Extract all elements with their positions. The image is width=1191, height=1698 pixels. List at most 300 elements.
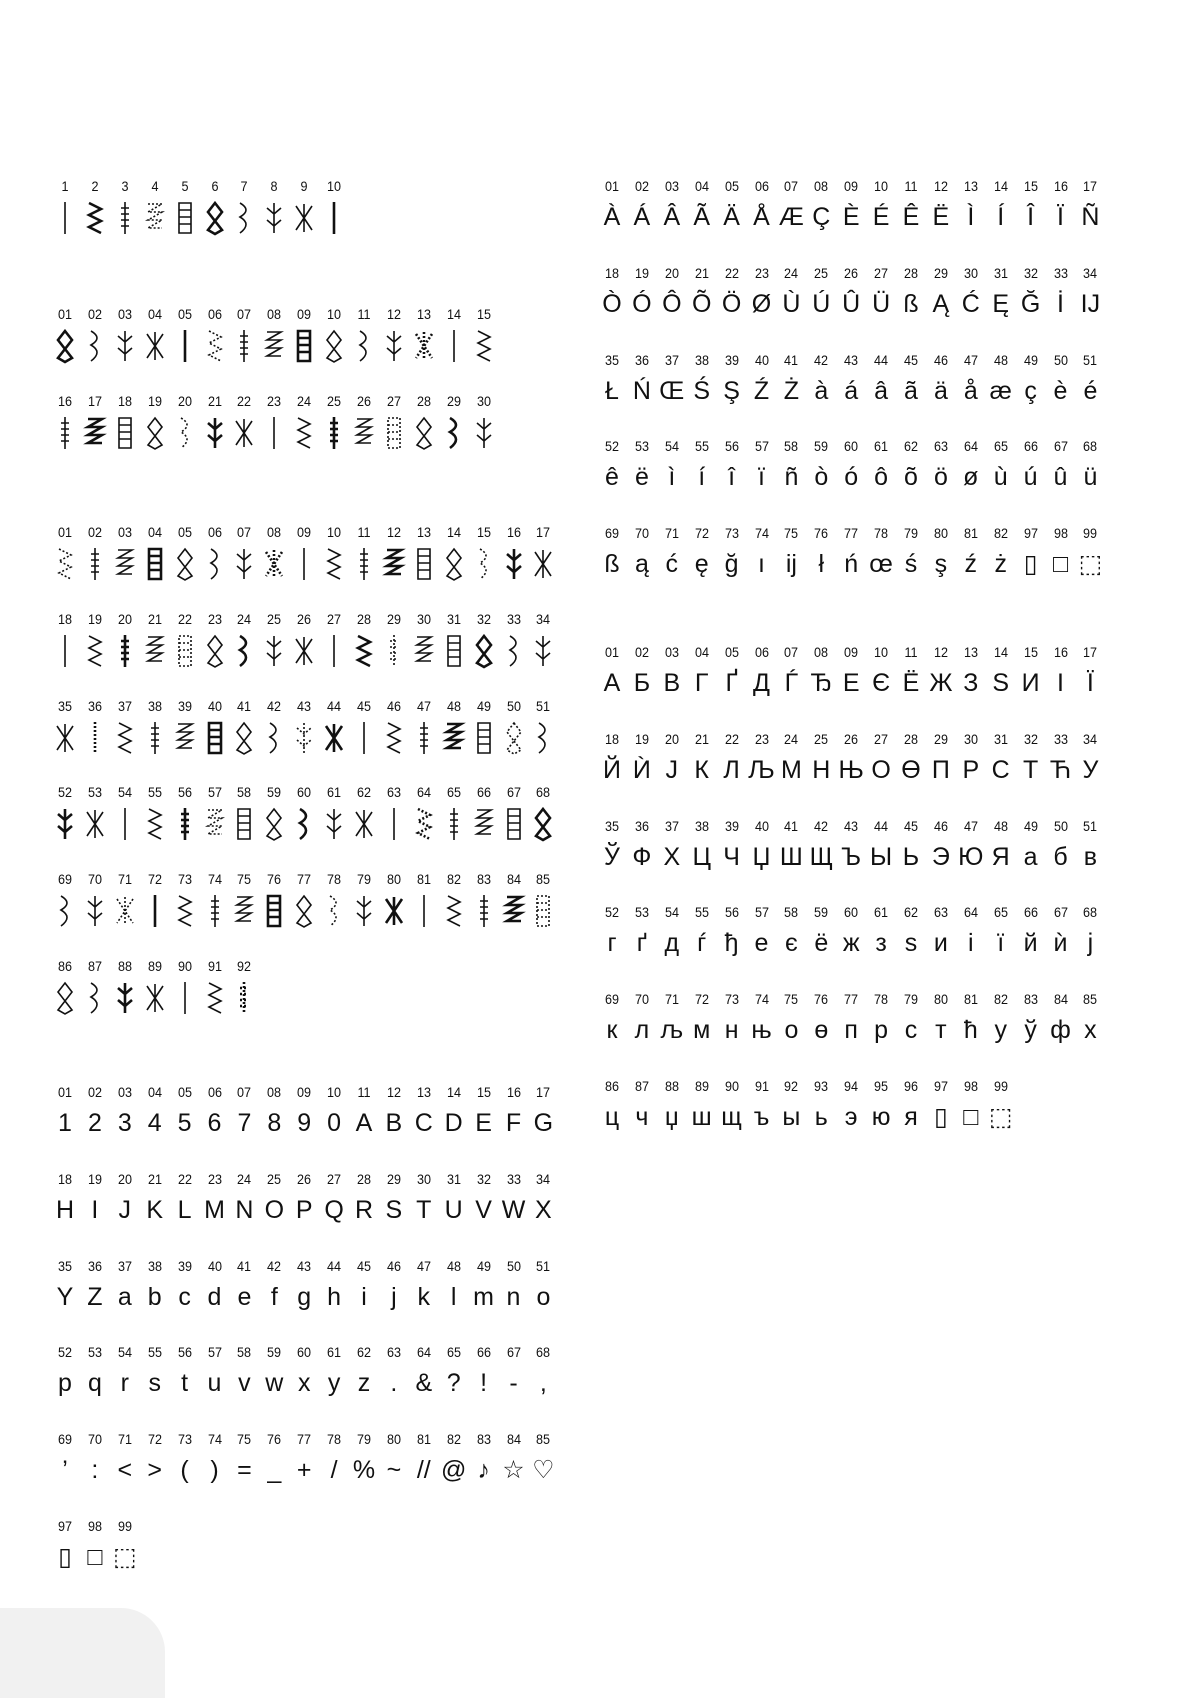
pattern-cell bbox=[1075, 731, 1105, 785]
pattern-number: 38 bbox=[694, 351, 709, 368]
character-glyph: IJ bbox=[1080, 289, 1101, 318]
pattern-number: 25 bbox=[327, 392, 342, 409]
pattern-cell bbox=[747, 644, 777, 698]
pattern-cell bbox=[319, 178, 349, 236]
stitch-pattern-icon bbox=[322, 893, 346, 929]
stitch-pattern-icon bbox=[143, 328, 167, 364]
pattern-cell bbox=[110, 1084, 140, 1138]
pattern-cell bbox=[200, 1084, 230, 1138]
character-glyph: - bbox=[509, 1369, 518, 1398]
character-glyph: Ц bbox=[692, 842, 711, 871]
pattern-cell bbox=[776, 265, 806, 319]
stitch-pattern-icon bbox=[412, 415, 436, 451]
character-glyph: ђ bbox=[724, 929, 739, 958]
pattern-cell bbox=[1046, 818, 1076, 872]
pattern-number: 01 bbox=[604, 644, 620, 660]
pattern-cell bbox=[319, 1431, 349, 1485]
pattern-cell bbox=[597, 178, 627, 232]
pattern-number: 39 bbox=[724, 351, 739, 368]
pattern-number: 40 bbox=[207, 697, 222, 714]
character-glyph: 9 bbox=[297, 1109, 312, 1137]
pattern-cell bbox=[956, 904, 986, 958]
character-glyph: ~ bbox=[386, 1456, 402, 1485]
pattern-cell bbox=[170, 524, 200, 582]
character-glyph: î bbox=[728, 463, 736, 492]
pattern-number: 24 bbox=[237, 610, 252, 627]
pattern-number: 42 bbox=[814, 351, 829, 368]
pattern-number: 63 bbox=[386, 1344, 401, 1361]
pattern-cell bbox=[229, 958, 259, 1016]
character-glyph: a bbox=[117, 1282, 132, 1311]
pattern-cell bbox=[687, 438, 717, 492]
pattern-number: 76 bbox=[267, 871, 282, 888]
character-glyph: Р bbox=[962, 755, 980, 784]
character-glyph: B bbox=[385, 1109, 403, 1137]
pattern-number: 49 bbox=[1023, 351, 1038, 368]
character-glyph: с bbox=[904, 1016, 918, 1045]
character-glyph: а bbox=[1023, 842, 1038, 871]
pattern-number: 47 bbox=[963, 351, 978, 368]
pattern-cell bbox=[200, 698, 230, 756]
pattern-number: 53 bbox=[634, 904, 649, 921]
character-glyph: т bbox=[935, 1016, 947, 1045]
pattern-number: 23 bbox=[207, 1170, 222, 1187]
pattern-number: 96 bbox=[903, 1077, 919, 1094]
stitch-pattern-icon bbox=[262, 328, 286, 364]
character-glyph: С bbox=[991, 755, 1010, 784]
character-glyph: D bbox=[444, 1109, 463, 1137]
stitch-pattern-icon bbox=[143, 893, 167, 929]
pattern-number: 68 bbox=[536, 784, 551, 801]
pattern-number: 62 bbox=[903, 438, 919, 455]
pattern-number: 17 bbox=[1083, 644, 1098, 660]
stitch-pattern-icon bbox=[502, 633, 526, 669]
pattern-cell bbox=[289, 1344, 319, 1398]
pattern-cell bbox=[866, 818, 896, 872]
character-glyph: ј bbox=[1087, 929, 1094, 958]
pattern-number: 61 bbox=[327, 1344, 342, 1361]
pattern-number: 64 bbox=[963, 438, 978, 455]
character-glyph: ї bbox=[997, 929, 1005, 958]
stitch-pattern-icon bbox=[322, 720, 346, 756]
pattern-number: 55 bbox=[147, 1344, 162, 1361]
pattern-cell bbox=[687, 1078, 717, 1132]
character-glyph: Ю bbox=[958, 842, 984, 871]
stitch-pattern-icon bbox=[412, 893, 436, 929]
character-glyph: ß bbox=[903, 289, 919, 318]
pattern-number: 98 bbox=[1053, 525, 1068, 542]
pattern-number: 10 bbox=[327, 524, 342, 540]
pattern-cell bbox=[1075, 438, 1105, 492]
pattern-cell bbox=[289, 871, 319, 929]
character-glyph: I bbox=[91, 1195, 99, 1224]
pattern-number: 67 bbox=[506, 784, 521, 801]
stitch-pattern-icon bbox=[203, 980, 227, 1016]
character-glyph: P bbox=[295, 1195, 313, 1224]
pattern-number: 30 bbox=[476, 392, 491, 409]
pattern-number: 23 bbox=[207, 610, 222, 627]
pattern-cell bbox=[170, 1344, 200, 1398]
pattern-cell bbox=[170, 178, 200, 236]
pattern-cell bbox=[687, 991, 717, 1045]
pattern-number: 27 bbox=[327, 1170, 342, 1187]
pattern-number: 08 bbox=[267, 1084, 282, 1100]
pattern-cell bbox=[806, 265, 836, 319]
stitch-pattern-icon bbox=[173, 546, 197, 582]
character-glyph: Ь bbox=[902, 842, 920, 871]
stitch-pattern-icon bbox=[262, 415, 286, 451]
pattern-number: 25 bbox=[814, 730, 829, 747]
stitch-pattern-icon bbox=[352, 893, 376, 929]
pattern-cell bbox=[439, 611, 469, 669]
pattern-number: 70 bbox=[87, 871, 102, 888]
pattern-number: 03 bbox=[117, 524, 132, 540]
pattern-cell bbox=[1016, 265, 1046, 319]
pattern-number: 34 bbox=[536, 1170, 551, 1187]
pattern-cell bbox=[717, 644, 747, 698]
pattern-number: 62 bbox=[356, 1344, 372, 1361]
pattern-number: 85 bbox=[536, 1431, 551, 1448]
pattern-cell bbox=[627, 731, 657, 785]
pattern-number: 48 bbox=[446, 1257, 461, 1274]
pattern-number: 65 bbox=[446, 1344, 461, 1361]
pattern-cell bbox=[657, 352, 687, 406]
pattern-number: 69 bbox=[57, 1431, 73, 1448]
pattern-number: 06 bbox=[754, 178, 769, 194]
pattern-number: 26 bbox=[356, 392, 372, 409]
pattern-cell bbox=[1016, 904, 1046, 958]
pattern-cell bbox=[229, 611, 259, 669]
pattern-number: 26 bbox=[844, 730, 859, 747]
character-glyph: Ѝ bbox=[632, 755, 651, 784]
character-glyph: р bbox=[874, 1016, 889, 1045]
character-glyph: п bbox=[844, 1016, 858, 1045]
pattern-number: 60 bbox=[297, 1344, 312, 1361]
pattern-number: 09 bbox=[297, 524, 312, 540]
pattern-cell bbox=[499, 1431, 529, 1485]
pattern-cell bbox=[717, 352, 747, 406]
stitch-pattern-icon bbox=[232, 633, 256, 669]
character-glyph: k bbox=[417, 1282, 431, 1311]
pattern-number: 81 bbox=[416, 1431, 431, 1448]
pattern-number: 99 bbox=[993, 1077, 1008, 1094]
pattern-number: 94 bbox=[844, 1077, 859, 1094]
pattern-cell bbox=[986, 178, 1016, 232]
pattern-number: 68 bbox=[1083, 904, 1098, 921]
pattern-cell bbox=[776, 644, 806, 698]
pattern-number: 33 bbox=[1053, 730, 1068, 747]
pattern-cell bbox=[349, 1344, 379, 1398]
stitch-pattern-icon bbox=[292, 806, 316, 842]
pattern-number: 41 bbox=[237, 697, 252, 714]
character-glyph: І bbox=[1057, 669, 1064, 697]
pattern-cell bbox=[80, 1344, 110, 1398]
character-glyph: & bbox=[415, 1369, 433, 1398]
pattern-number: 42 bbox=[267, 1257, 282, 1274]
pattern-cell bbox=[140, 958, 170, 1016]
character-glyph: ò bbox=[814, 463, 829, 492]
character-glyph: Y bbox=[56, 1282, 74, 1311]
pattern-number: 82 bbox=[993, 991, 1008, 1008]
pattern-cell bbox=[50, 393, 80, 451]
character-glyph: ⬚ bbox=[988, 1102, 1013, 1131]
pattern-cell bbox=[956, 525, 986, 579]
pattern-number: 04 bbox=[694, 644, 709, 660]
character-glyph: f bbox=[270, 1282, 278, 1311]
pattern-cell bbox=[50, 524, 80, 582]
pattern-cell bbox=[289, 524, 319, 582]
pattern-number: 77 bbox=[844, 991, 859, 1008]
pattern-number: 45 bbox=[356, 697, 372, 714]
pattern-number: 41 bbox=[784, 351, 799, 368]
stitch-pattern-icon bbox=[352, 720, 376, 756]
character-glyph: Ш bbox=[779, 842, 803, 871]
pattern-cell bbox=[80, 1431, 110, 1485]
character-glyph: + bbox=[296, 1456, 312, 1485]
pattern-cell bbox=[986, 818, 1016, 872]
pattern-cell bbox=[289, 306, 319, 364]
pattern-number: 35 bbox=[604, 817, 620, 834]
pattern-number: 21 bbox=[147, 1170, 162, 1187]
pattern-number: 53 bbox=[87, 1344, 102, 1361]
stitch-pattern-icon bbox=[203, 893, 227, 929]
pattern-number: 61 bbox=[874, 438, 889, 455]
pattern-cell bbox=[319, 1258, 349, 1312]
pattern-cell bbox=[1046, 731, 1076, 785]
pattern-number: 85 bbox=[536, 871, 551, 888]
pattern-number: 6 bbox=[210, 178, 219, 194]
pattern-number: 79 bbox=[356, 1431, 372, 1448]
character-glyph: R bbox=[354, 1195, 374, 1224]
pattern-cell bbox=[866, 644, 896, 698]
pattern-number: 05 bbox=[177, 1084, 192, 1100]
pattern-cell bbox=[319, 306, 349, 364]
pattern-number: 20 bbox=[117, 610, 132, 627]
pattern-cell bbox=[926, 1078, 956, 1132]
pattern-number: 70 bbox=[634, 991, 649, 1008]
stitch-pattern-icon bbox=[143, 415, 167, 451]
pattern-number: 87 bbox=[634, 1077, 649, 1094]
stitch-pattern-icon bbox=[83, 806, 107, 842]
pattern-number: 71 bbox=[117, 871, 132, 888]
stitch-pattern-icon bbox=[502, 893, 526, 929]
stitch-pattern-icon bbox=[113, 200, 137, 236]
pattern-number: 20 bbox=[664, 264, 679, 281]
stitch-pattern-icon bbox=[83, 415, 107, 451]
pattern-cell bbox=[110, 871, 140, 929]
character-row bbox=[597, 352, 1117, 439]
pattern-number: 41 bbox=[237, 1257, 252, 1274]
character-glyph: х bbox=[1084, 1016, 1097, 1045]
character-glyph: Ө bbox=[901, 755, 921, 784]
character-glyph: Њ bbox=[838, 755, 864, 784]
character-glyph: Е bbox=[842, 669, 860, 697]
pattern-cell bbox=[687, 265, 717, 319]
pattern-number: 78 bbox=[327, 871, 342, 888]
pattern-cell bbox=[469, 1344, 499, 1398]
pattern-cell bbox=[229, 178, 259, 236]
pattern-number: 02 bbox=[634, 644, 649, 660]
character-glyph: ф bbox=[1050, 1016, 1071, 1045]
pattern-cell bbox=[319, 611, 349, 669]
pattern-number: 15 bbox=[476, 524, 491, 540]
character-glyph: ’ bbox=[62, 1456, 68, 1485]
pattern-cell bbox=[926, 178, 956, 232]
pattern-number: 29 bbox=[446, 392, 461, 409]
pattern-number: 42 bbox=[814, 817, 829, 834]
pattern-cell bbox=[806, 178, 836, 232]
pattern-number: 69 bbox=[604, 991, 620, 1008]
pattern-cell bbox=[896, 265, 926, 319]
stitch-pattern-icon bbox=[173, 893, 197, 929]
pattern-cell bbox=[170, 1431, 200, 1485]
pattern-cell bbox=[717, 438, 747, 492]
pattern-number: 83 bbox=[1023, 991, 1038, 1008]
pattern-number: 68 bbox=[1083, 438, 1098, 455]
pattern-number: 48 bbox=[446, 697, 461, 714]
character-glyph: ç bbox=[1024, 376, 1037, 405]
stitch-pattern-icon bbox=[292, 720, 316, 756]
pattern-number: 63 bbox=[933, 904, 948, 921]
pattern-cell bbox=[289, 178, 319, 236]
stitch-pattern-icon bbox=[322, 806, 346, 842]
pattern-cell bbox=[866, 1078, 896, 1132]
pattern-number: 26 bbox=[844, 264, 859, 281]
pattern-cell bbox=[80, 958, 110, 1016]
pattern-number: 44 bbox=[874, 351, 889, 368]
character-glyph: Л bbox=[723, 755, 740, 784]
pattern-number: 55 bbox=[694, 438, 709, 455]
pattern-cell bbox=[110, 1518, 140, 1572]
pattern-cell bbox=[499, 1344, 529, 1398]
pattern-number: 99 bbox=[1083, 525, 1098, 542]
pattern-cell bbox=[499, 1171, 529, 1225]
pattern-cell bbox=[627, 438, 657, 492]
pattern-cell bbox=[50, 1258, 80, 1312]
pattern-cell bbox=[439, 784, 469, 842]
pattern-cell bbox=[259, 871, 289, 929]
stitch-pattern-icon bbox=[83, 980, 107, 1016]
character-glyph: ѝ bbox=[1053, 929, 1068, 958]
stitch-pattern-icon bbox=[113, 546, 137, 582]
character-glyph: ę bbox=[694, 550, 709, 579]
pattern-number: 33 bbox=[506, 1170, 521, 1187]
pattern-cell bbox=[776, 731, 806, 785]
pattern-number: 38 bbox=[147, 697, 162, 714]
pattern-number: 66 bbox=[1023, 904, 1038, 921]
pattern-cell bbox=[896, 1078, 926, 1132]
character-glyph: Ù bbox=[782, 289, 801, 318]
pattern-number: 50 bbox=[506, 1257, 521, 1274]
pattern-cell bbox=[657, 904, 687, 958]
pattern-number: 71 bbox=[117, 1431, 132, 1448]
character-glyph: ã bbox=[904, 376, 918, 405]
pattern-number: 20 bbox=[177, 392, 192, 409]
pattern-cell bbox=[409, 1431, 439, 1485]
character-glyph: Н bbox=[812, 755, 831, 784]
pattern-number: 76 bbox=[814, 525, 829, 542]
character-glyph: J bbox=[118, 1195, 132, 1224]
pattern-cell bbox=[528, 698, 558, 756]
stitch-pattern-icon bbox=[203, 720, 227, 756]
character-glyph: ć bbox=[665, 550, 679, 579]
pattern-number: 53 bbox=[634, 438, 649, 455]
character-glyph: > bbox=[147, 1456, 162, 1485]
pattern-number: 46 bbox=[386, 1257, 401, 1274]
character-glyph: ш bbox=[691, 1102, 712, 1131]
pattern-cell bbox=[776, 178, 806, 232]
pattern-cell bbox=[806, 991, 836, 1045]
pattern-cell bbox=[110, 1431, 140, 1485]
pattern-cell bbox=[80, 1171, 110, 1225]
character-glyph: В bbox=[663, 669, 681, 697]
character-glyph: t bbox=[181, 1369, 189, 1398]
pattern-number: 46 bbox=[933, 351, 948, 368]
pattern-cell bbox=[986, 265, 1016, 319]
pattern-number: 36 bbox=[87, 1257, 102, 1274]
pattern-number: 84 bbox=[506, 871, 521, 888]
stitch-pattern-icon bbox=[83, 328, 107, 364]
pattern-cell bbox=[110, 1258, 140, 1312]
pattern-number: 13 bbox=[416, 1084, 431, 1100]
pattern-cell bbox=[439, 698, 469, 756]
pattern-number: 13 bbox=[963, 178, 978, 194]
stitch-pattern-icon bbox=[412, 720, 436, 756]
pattern-cell bbox=[170, 1258, 200, 1312]
pattern-number: 08 bbox=[814, 178, 829, 194]
pattern-cell bbox=[170, 393, 200, 451]
pattern-cell bbox=[200, 958, 230, 1016]
stitch-pattern-icon bbox=[292, 633, 316, 669]
character-glyph: g bbox=[297, 1282, 312, 1311]
pattern-cell bbox=[866, 904, 896, 958]
pattern-cell bbox=[627, 1078, 657, 1132]
pattern-number: 12 bbox=[933, 644, 948, 660]
pattern-cell bbox=[80, 178, 110, 236]
pattern-cell bbox=[1075, 991, 1105, 1045]
pattern-cell bbox=[1016, 991, 1046, 1045]
character-glyph: □ bbox=[1052, 550, 1069, 579]
stitch-pattern-icon bbox=[472, 720, 496, 756]
pattern-cell bbox=[409, 1084, 439, 1138]
pattern-number: 5 bbox=[181, 178, 189, 194]
pattern-number: 78 bbox=[327, 1431, 342, 1448]
pattern-number: 13 bbox=[416, 306, 431, 322]
pattern-cell bbox=[866, 438, 896, 492]
character-glyph: о bbox=[784, 1016, 799, 1045]
pattern-cell bbox=[627, 644, 657, 698]
pattern-number: 62 bbox=[903, 904, 919, 921]
character-row bbox=[597, 525, 1117, 612]
pattern-number: 19 bbox=[634, 264, 649, 281]
pattern-cell bbox=[200, 871, 230, 929]
pattern-number: 34 bbox=[536, 610, 551, 627]
pattern-number: 32 bbox=[1023, 264, 1038, 281]
pattern-number: 60 bbox=[844, 904, 859, 921]
pattern-cell bbox=[986, 731, 1016, 785]
pattern-cell bbox=[50, 178, 80, 236]
pattern-number: 48 bbox=[993, 817, 1008, 834]
pattern-cell bbox=[597, 1078, 627, 1132]
pattern-number: 40 bbox=[754, 351, 769, 368]
pattern-cell bbox=[289, 611, 319, 669]
character-glyph: M bbox=[204, 1195, 225, 1224]
character-glyph: l bbox=[450, 1282, 457, 1311]
pattern-number: 76 bbox=[267, 1431, 282, 1448]
pattern-number: 97 bbox=[933, 1077, 948, 1094]
character-glyph: к bbox=[606, 1016, 618, 1045]
stitch-pattern-icon bbox=[173, 200, 197, 236]
